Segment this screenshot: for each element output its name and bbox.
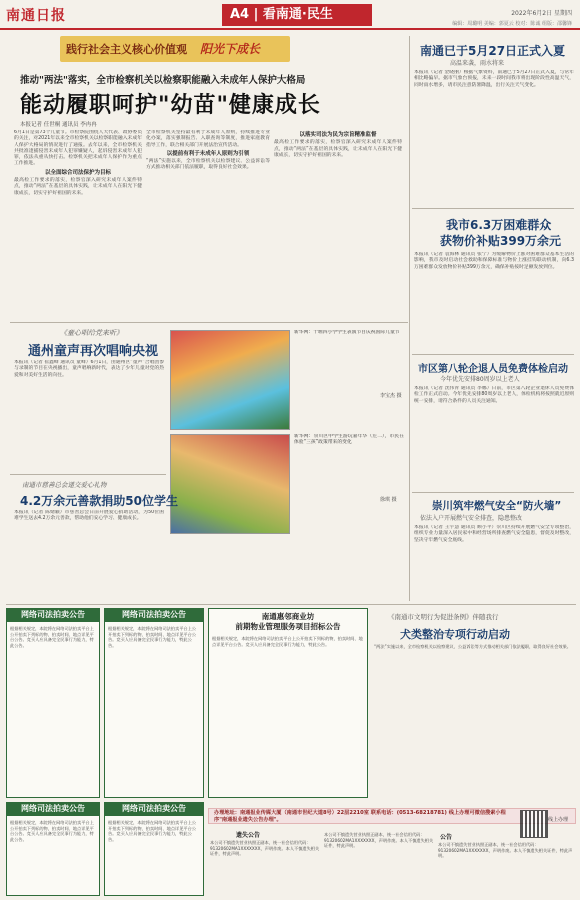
- subsidy-title: 我市6.3万困难群众: [446, 218, 552, 232]
- gas-safety-body: 本报讯（记者 王宇慧 通讯员 顾小平）崇川区持续开展燃气安全专项整治，组织专业力量深入居民家中和经营场所排查燃气安全隐患，督促及时整改，坚决守牢燃气安全底线。: [414, 525, 574, 543]
- checkup-subtitle: 今年优先安排80周岁以上老人: [440, 376, 520, 383]
- checkup-title: 市区第八轮企退人员免费体检启动: [418, 364, 568, 375]
- lost-notices-col-1: 本公司不慎遗失营业执照正副本，统一社会信用代码：91320602MA1XXXXXXX，声明作废。本人不慎遗失相关证件，特此声明。: [210, 840, 320, 856]
- charity-body: 本报讯（记者 陈婧颖）市慈善总会日前开展爱心捐助活动，为50位困难学生送去4.2万余元善款，帮助他们安心学习、健康成长。: [14, 510, 164, 522]
- auction-ad-2-title: 网络司法拍卖公告: [104, 608, 204, 622]
- lead-body-3: 全市检察机关坚持最有利于未成年人原则，持续推进专业化办案，落实强制报告、入职查询等制度，推进家庭教育指导工作，联合相关部门开展法治宣传活动。: [146, 130, 270, 148]
- chorus-title: 通州童声再次唱响央视: [28, 344, 159, 359]
- campaign-slogan: 阳光下成长: [200, 42, 261, 56]
- editor-credits: 编辑：周璐明 美编：郭夏云 校对：陈诚 组版：邵馨锋: [452, 21, 572, 27]
- lost-notices-col-2: 本公司不慎遗失营业执照正副本，统一社会信用代码：91320602MA1XXXXXXX，声明作废。本人不慎遗失相关证件，特此声明。: [324, 832, 434, 848]
- civic-tag: 《南通市文明行为促进条例》伴随我行: [388, 613, 499, 621]
- notices-title-2: 公告: [440, 834, 453, 841]
- notice-service-info: 办理地址：南通报业传媒大厦（南通市世纪大道8号）22层2210室 联系电话：(0513-68218781) 线上办理可微信搜索小程序"南通报业遗失公告办理"。: [214, 810, 506, 823]
- auction-ad-1-body: 根据相关规定，本院将在网络司法拍卖平台上公开拍卖下列标的物，拍卖时间、地点详见平台公告。竞买人应具备完全民事行为能力，特此公告。: [10, 626, 94, 648]
- charity-tag: 南通市慈善总会递交爱心礼物: [22, 481, 107, 489]
- lead-body-4: “两法”实施以来，全市检察机关以检察建议、公益诉讼等方式推动相关部门依法履职，取得良好社会效果。: [146, 159, 270, 171]
- chorus-photo-caption-2: 新华网：崇川区中学生游玩嘉年华（左二），市民在体验“三孩”政策带来的变化: [294, 434, 404, 446]
- lead-subhead-1: 以全面综合司法保护为目标: [44, 169, 111, 176]
- lead-headline: 能动履职呵护"幼苗"健康成长: [20, 93, 321, 118]
- masthead-logo: 南通日报: [6, 8, 66, 24]
- checkup-body: 本报讯（记者 沈伟青 通讯员 李娜）日前，市区第八轮企业退休人员免费体检工作正式启动。今年优先安排80周岁以上老人，体检机构将按照就近原则统一安排，请符合条件的人员关注通知。: [414, 386, 574, 404]
- charity-title: 4.2万余元善款捐助50位学生: [20, 494, 178, 508]
- qr-label: 线上办理: [548, 817, 569, 823]
- subsidy-title-2: 获物价补贴399万余元: [440, 234, 562, 248]
- campaign-banner-text: 践行社会主义核心价值观: [66, 43, 187, 56]
- lead-body-1: 6月1日是第73个儿童节。市检察院围绕人大代表、政协委员的关注，对2021年以来全市检察机关以检察职能融入未成年人保护大格局的情况进行了通报。去年以来，全市检察机关共批准逮捕侵害未成年人犯罪嫌疑人，起诉侵害未成年人犯罪，依法从重从快打击。检察机关把未成年人保护作为重点工作推进。: [14, 130, 142, 167]
- summer-title: 南通已于5月27日正式入夏: [420, 44, 566, 58]
- lead-column-3: [274, 130, 402, 320]
- chorus-photo-credit-2: 徐琪 摄: [380, 497, 397, 503]
- lost-notices-title: 遗失公告: [236, 832, 261, 839]
- chorus-photo-caption-1: 新华网：十堰四小学学生表演节目庆祝国际儿童节: [294, 330, 400, 335]
- auction-ad-3-title: 网络司法拍卖公告: [6, 802, 100, 816]
- chorus-photo-credit-1: 李宝杰 摄: [380, 393, 402, 399]
- auction-ad-4-title: 网络司法拍卖公告: [104, 802, 204, 816]
- auction-ad-3-body: 根据相关规定，本院将在网络司法拍卖平台上公开拍卖下列标的物，拍卖时间、地点详见平台公告。竞买人应具备完全民事行为能力，特此公告。: [10, 820, 94, 842]
- subsidy-body: 本报讯（记者 袁海林 通讯员 张宁）为缓解物价上涨对困难群众基本生活的影响，我市及时启动社会救助和保障标准与物价上涨挂钩联动机制，向6.3万困难群众发放物价补贴399万余元，确保补贴按时足额发放到位。: [414, 252, 574, 270]
- lost-notices-col-3: 本公司不慎遗失营业执照正副本，统一社会信用代码：91320602MA1XXXXXXX，声明作废。本人不慎遗失相关证件，特此声明。: [438, 842, 573, 858]
- summer-body: 本报讯（记者 金晓丽）根据气象资料，南通已于5月27日正式入夏，与常年相比略偏早。据市气象台预报，未来一段时间我市将出现阶段性高温天气，同时雨水增多，请市民注意防暑降温，出行关注天气变化。: [414, 70, 574, 88]
- lead-subhead-3: 以落实司法为民为宗旨精准监督: [299, 132, 377, 138]
- chorus-photo-1: [170, 330, 290, 430]
- lead-column-1: [14, 130, 142, 320]
- auction-ad-1-title: 网络司法拍卖公告: [6, 608, 100, 622]
- qr-code-icon: [520, 810, 548, 838]
- lead-byline: 本报记者 任世桐 通讯员 李冉冉: [20, 122, 97, 128]
- issue-date: 2022年6月2日 星期四: [511, 10, 572, 17]
- chorus-photo-2: [170, 434, 290, 534]
- auction-ad-4-body: 根据相关规定，本院将在网络司法拍卖平台上公开拍卖下列标的物，拍卖时间、地点详见平台公告。竞买人应具备完全民事行为能力，特此公告。: [108, 820, 196, 842]
- section-label: A4 | 看南通·民生: [222, 4, 372, 26]
- lead-subhead-2: 以提前有利于未成年人原则为引领: [166, 150, 250, 157]
- chorus-body: 本报讯（记者 崔鑫峰 通讯员 童峰）6月1日，由通州区“童声”合唱团参与录制的节目在央视播出，童声唱响新时代，表达了少年儿童对党的热爱和对美好生活的向往。: [14, 360, 164, 378]
- property-tender-body: 根据相关规定，本院将在网络司法拍卖平台上公开拍卖下列标的物，拍卖时间、地点详见平台公告。竞买人应具备完全民事行为能力，特此公告。: [212, 636, 363, 647]
- civic-body: “两法”实施以来，全市检察机关以检察建议、公益诉讼等方式推动相关部门依法履职，取得良好社会效果。: [374, 644, 571, 649]
- auction-ad-2-body: 根据相关规定，本院将在网络司法拍卖平台上公开拍卖下列标的物，拍卖时间、地点详见平台公告。竞买人应具备完全民事行为能力，特此公告。: [108, 626, 196, 648]
- lead-body-5: 最高检工作要求的落实，检察官深入研究未成年人案件特点，推动“两法”在基层的具体实践，让未成年人在阳光下健康成长，切实守护好祖国的未来。: [274, 140, 402, 158]
- chorus-tag: 《童心唱给党来听》: [60, 329, 123, 337]
- civic-title: 犬类整治专项行动启动: [400, 628, 510, 641]
- gas-safety-subtitle: 依法入户开展燃气安全排查，隐患整改: [420, 515, 523, 522]
- lead-kicker: 推动"两法"落实，全市检察机关以检察职能融入未成年人保护大格局: [20, 75, 306, 86]
- lead-column-2: [146, 130, 270, 320]
- gas-safety-title: 崇川筑牢燃气安全“防火墙”: [432, 500, 562, 512]
- property-tender-title: 南通惠邻商业坊 前期物业管理服务项目招标公告: [235, 612, 341, 631]
- lead-body-2: 最高检工作要求的落实，检察官深入研究未成年人案件特点，推动“两法”在基层的具体实践，让未成年人在阳光下健康成长，切实守护好祖国的未来。: [14, 178, 142, 196]
- summer-subtitle: 高温来袭，雨水将来: [450, 60, 505, 67]
